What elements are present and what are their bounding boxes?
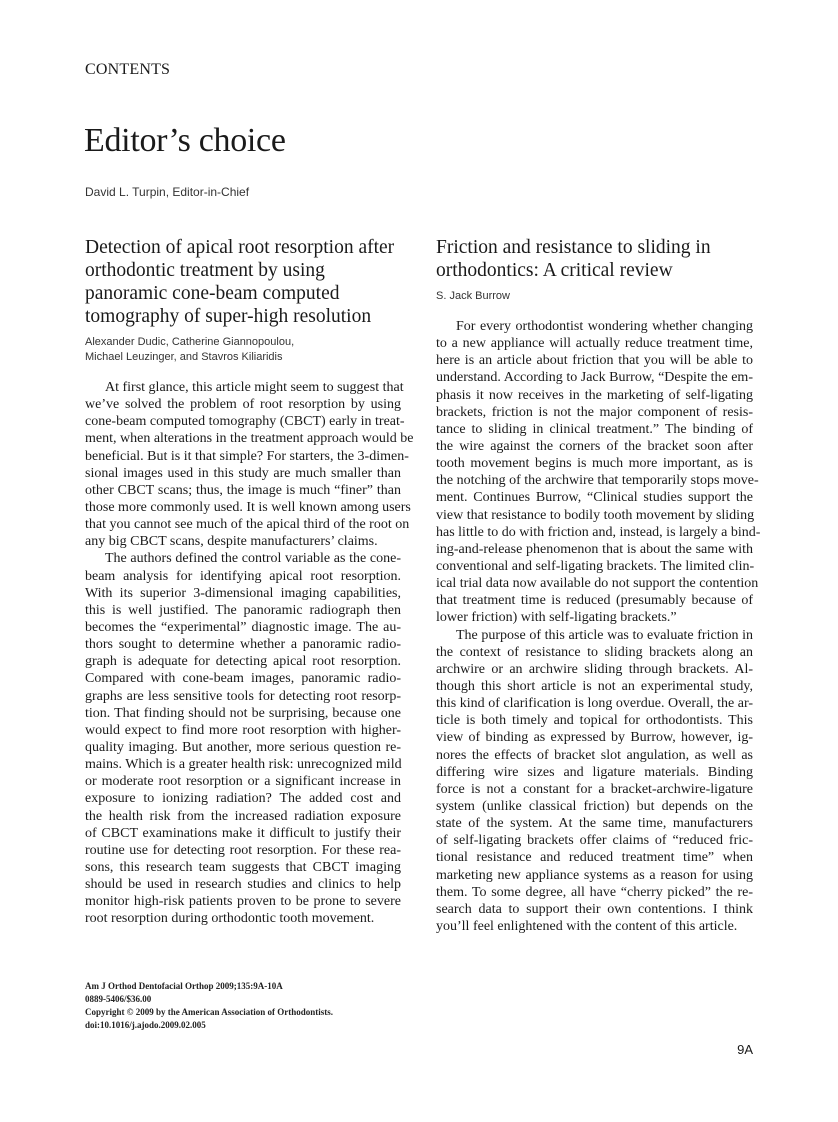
body-line: of self-ligating brackets offer claims of “reduced fric- xyxy=(436,833,753,849)
title-line: panoramic cone-beam computed xyxy=(85,283,340,304)
body-line: view that resistance to bodily tooth movement by sliding xyxy=(436,507,755,523)
body-line: those more commonly used. It is well known among users xyxy=(85,499,411,515)
body-line: that treatment time is reduced (presumably because of xyxy=(436,593,753,609)
body-line: thors sought to determine whether a panoramic radio- xyxy=(85,637,401,653)
body-line: understand. According to Jack Burrow, “Despite the em- xyxy=(436,370,753,386)
body-line: tion. That finding should not be surprising, because one xyxy=(85,705,401,721)
body-line: At first glance, this article might seem to suggest that xyxy=(105,380,404,395)
body-line: tooth movement begins is much more important, as is xyxy=(436,456,753,472)
body-line: beneficial. But is it that simple? For starters, the 3-dimen- xyxy=(85,448,409,464)
article-1-title xyxy=(85,236,401,328)
body-line: graphs are less sensitive tools for detecting root resorp- xyxy=(85,688,401,704)
body-line: this kind of clarification is long overdue. Overall, the ar- xyxy=(436,696,753,712)
title-line: Friction and resistance to sliding in xyxy=(436,237,711,258)
body-line: conventional and self-ligating brackets. The limited clin- xyxy=(436,558,755,574)
body-line: other CBCT scans; thus, the image is much “finer” than xyxy=(85,482,401,498)
editor-byline: David L. Turpin, Editor-in-Chief xyxy=(85,185,250,199)
body-line: here is an article about friction that you will be able to xyxy=(436,353,753,369)
footer-line: 0889-5406/$36.00 xyxy=(85,994,152,1004)
article-1-body xyxy=(85,379,414,928)
body-line: ment, when alterations in the treatment approach would be xyxy=(85,431,414,447)
body-line: ment. Continues Burrow, “Clinical studies support the xyxy=(436,490,753,506)
citation-footer xyxy=(85,980,333,1032)
body-line: we’ve solved the problem of root resorption by using xyxy=(85,397,401,413)
body-line: For every orthodontist wondering whether changing xyxy=(456,319,753,334)
body-line: any big CBCT scans, despite manufacturers’ claims. xyxy=(85,534,378,550)
body-line: routine use for detecting root resorption. For these rea- xyxy=(85,842,401,858)
body-line: root resorption during orthodontic tooth movement. xyxy=(85,911,375,927)
body-line: sons, this research team suggests that CBCT imaging xyxy=(85,859,401,875)
title-line: orthodontics: A critical review xyxy=(436,260,673,281)
body-line: has little to do with friction and, instead, is largely a bind- xyxy=(436,524,761,540)
body-line: state of the system. At the same time, manufacturers xyxy=(436,816,753,832)
author-line: Alexander Dudic, Catherine Giannopoulou, xyxy=(85,336,295,348)
body-line: exposure to ionizing radiation? The added cost and xyxy=(85,791,401,807)
body-line: force is not a constant for a bracket-archwire-ligature xyxy=(436,781,753,797)
body-line: the wire against the corners of the bracket soon after xyxy=(436,438,753,454)
title-line: Detection of apical root resorption after xyxy=(85,237,395,258)
body-line: should be used in research studies and clinics to help xyxy=(85,877,401,893)
body-line: phasis it now receives in the marketing of self-ligating xyxy=(436,387,753,403)
title-line: tomography of super-high resolution xyxy=(85,306,372,327)
body-line: nores the effects of bracket slot angulation, as well as xyxy=(436,747,753,763)
body-line: ticle is both timely and topical for orthodontists. This xyxy=(436,713,753,729)
body-line: ical trial data now available do not support the contention xyxy=(436,576,759,592)
body-line: beam analysis for identifying apical root resorption. xyxy=(85,568,401,584)
page-number: 9A xyxy=(737,1042,753,1057)
body-line: The authors defined the control variable as the cone- xyxy=(105,551,401,567)
body-line: system (unlike classical friction) but depends on the xyxy=(436,798,753,814)
body-line: you’ll feel enlightened with the content of this article. xyxy=(436,918,738,934)
body-line: mains. Which is a greater health risk: unrecognized mild xyxy=(85,757,402,773)
body-line: them. To some degree, all have “cherry picked” the re- xyxy=(436,884,753,900)
page-title: Editor’s choice xyxy=(84,122,286,159)
body-line: differing wire sizes and ligature materials. Binding xyxy=(436,764,753,780)
body-line: to a new appliance will actually reduce treatment time, xyxy=(436,336,753,352)
body-line: the notching of the archwire that temporarily stops move- xyxy=(436,473,759,489)
article-2-authors xyxy=(436,289,753,304)
body-line: this is well justified. The panoramic radiograph then xyxy=(85,602,401,618)
body-line: ing-and-release phenomenon that is about the same with xyxy=(436,541,753,557)
body-line: the context of resistance to sliding brackets along an xyxy=(436,644,753,660)
body-line: of CBCT examinations make it difficult to justify their xyxy=(85,825,401,841)
article-1 xyxy=(85,236,414,928)
body-line: monitor high-risk patients proven to be prone to severe xyxy=(85,894,401,910)
body-line: that you cannot see much of the apical third of the root on xyxy=(85,517,410,533)
body-line: brackets, friction is not the major component of resis- xyxy=(436,404,753,420)
body-line: the health risk from the increased radiation exposure xyxy=(85,808,401,824)
article-2-title xyxy=(436,236,753,282)
footer-line: Copyright © 2009 by the American Association of Orthodontists. xyxy=(85,1007,333,1017)
body-line: would expect to find more root resorption with higher- xyxy=(85,722,401,738)
body-line: The purpose of this article was to evaluate friction in xyxy=(456,627,753,643)
body-line: sional images used in this study are much smaller than xyxy=(85,465,401,481)
body-line: tance to sliding in clinical treatment.” The binding of xyxy=(436,421,753,437)
body-line: or moderate root resorption or a significant increase in xyxy=(85,774,401,790)
author-line: Michael Leuzinger, and Stavros Kiliaridis xyxy=(85,351,283,363)
article-2 xyxy=(436,236,761,935)
author-line: S. Jack Burrow xyxy=(436,290,510,302)
footer-line: doi:10.1016/j.ajodo.2009.02.005 xyxy=(85,1020,206,1030)
footer-line: Am J Orthod Dentofacial Orthop 2009;135:9A-10A xyxy=(85,981,283,991)
body-line: Compared with cone-beam images, panoramic radio- xyxy=(85,671,401,687)
body-line: graph is adequate for detecting apical root resorption. xyxy=(85,654,401,670)
body-line: search data to support their own contentions. I think xyxy=(436,901,753,917)
article-1-authors xyxy=(85,335,401,365)
body-line: lower friction) with self-ligating brackets.” xyxy=(436,610,677,626)
body-line: view of binding as expressed by Burrow, however, ig- xyxy=(436,730,753,746)
body-line: With its superior 3-dimensional imaging capabilities, xyxy=(85,585,401,601)
body-line: cone-beam computed tomography (CBCT) early in treat- xyxy=(85,414,405,430)
body-line: becomes the “experimental” diagnostic image. The au- xyxy=(85,619,401,635)
title-line: orthodontic treatment by using xyxy=(85,260,325,281)
body-line: quality imaging. But another, more serious question re- xyxy=(85,739,401,755)
body-line: marketing new appliance systems as a reason for using xyxy=(436,867,753,883)
body-line: though this short article is not an experimental study, xyxy=(436,678,753,694)
body-line: archwire or an archwire sliding through brackets. Al- xyxy=(436,661,753,677)
article-2-body xyxy=(436,318,761,935)
section-label: CONTENTS xyxy=(85,61,171,78)
body-line: tional resistance and reduced treatment time” when xyxy=(436,850,753,866)
